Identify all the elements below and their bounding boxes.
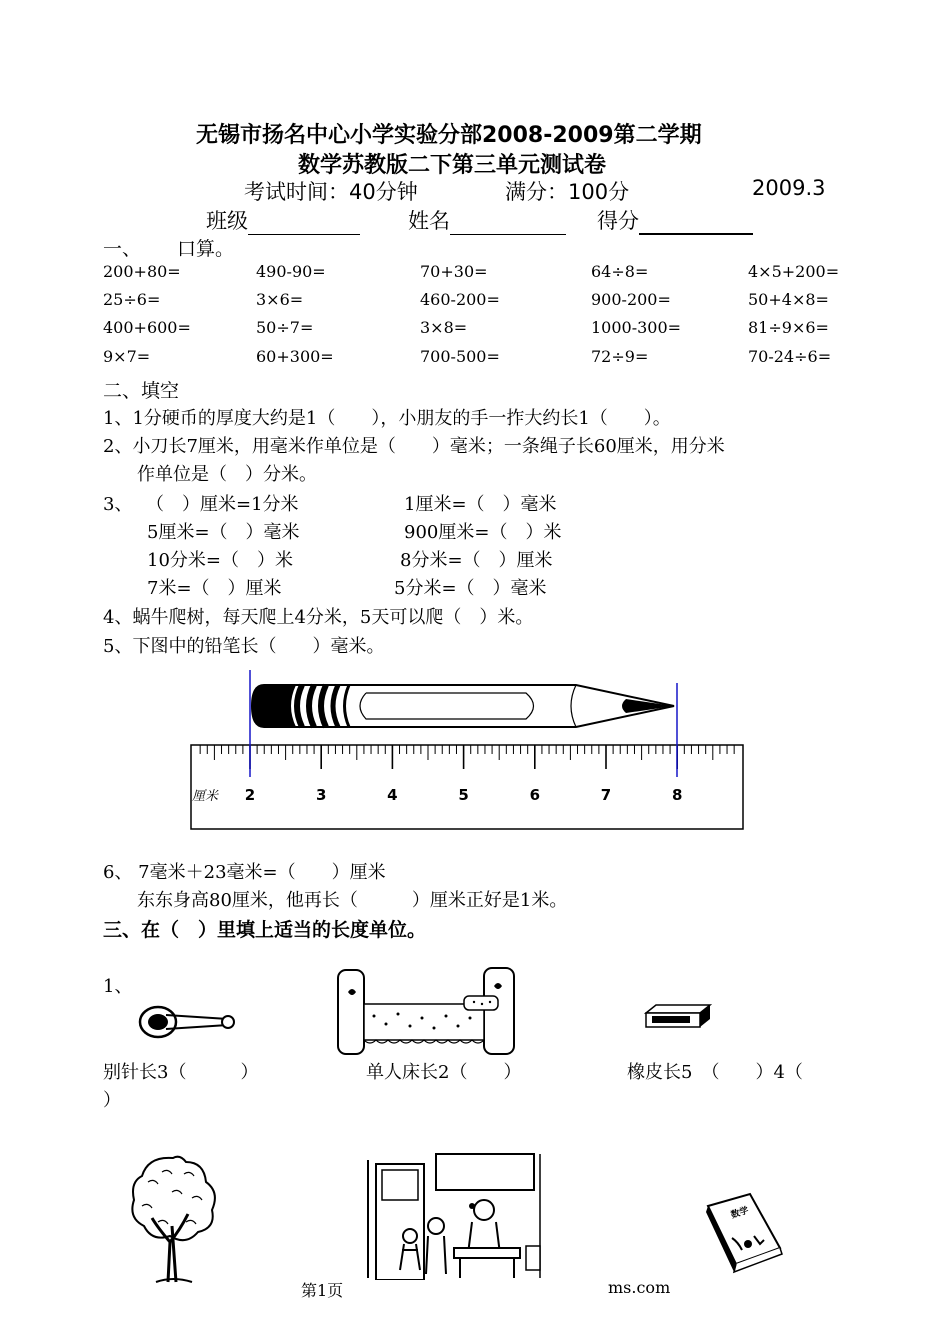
question-2-5: 5、下图中的铅笔长（ ）毫米。 <box>103 636 385 657</box>
question-2-6-cont: 东东身高80厘米，他再长（ ）厘米正好是1米。 <box>137 890 568 911</box>
ruler-number: 2 <box>244 786 256 804</box>
score-label: 得分 <box>597 209 639 233</box>
exam-date: 2009.3 <box>752 176 826 200</box>
conversion-item: 7米=（ ）厘米 <box>147 578 282 599</box>
calc-item: 700-500= <box>420 347 500 366</box>
ruler-number: 7 <box>600 786 612 804</box>
calc-item: 50+4×8= <box>748 290 829 309</box>
title-line-2: 数学苏教版二下第三单元测试卷 <box>298 153 607 178</box>
calc-item: 200+80= <box>103 262 181 281</box>
conversion-item: 8分米=（ ）厘米 <box>400 550 553 571</box>
class-blank[interactable] <box>248 214 360 235</box>
section2-heading: 二、填空 <box>103 380 180 402</box>
classroom-icon <box>348 1150 544 1280</box>
calc-item: 490-90= <box>256 262 326 281</box>
question-2-3-number: 3、 <box>103 494 133 515</box>
ruler-number: 8 <box>671 786 683 804</box>
question-2-2: 2、小刀长7厘米，用毫米作单位是（ ）毫米；一条绳子长60厘米，用分米 <box>103 436 725 457</box>
page-number: 第1页 <box>301 1281 344 1300</box>
ruler-number: 3 <box>315 786 327 804</box>
calc-item: 3×8= <box>420 318 468 337</box>
tree-icon <box>128 1152 218 1284</box>
calc-item: 70-24÷6= <box>748 347 832 366</box>
ruler-number: 4 <box>387 786 398 804</box>
pin-question: 别针长3（ ） <box>103 1062 259 1083</box>
calc-item: 25÷6= <box>103 290 161 309</box>
calc-item: 400+600= <box>103 318 191 337</box>
name-field <box>408 205 566 235</box>
calc-item: 9×7= <box>103 347 151 366</box>
calc-item: 900-200= <box>591 290 671 309</box>
footer-source: ms.com <box>608 1278 671 1297</box>
question-2-1: 1、1分硬币的厚度大约是1（ ），小朋友的手一拃大约长1（ ）。 <box>103 408 671 429</box>
pencil-ruler-figure <box>186 665 748 835</box>
class-label: 班级 <box>206 209 248 233</box>
calc-item: 60+300= <box>256 347 334 366</box>
eraser-question: 橡皮长5 （ ）4（ <box>627 1062 803 1083</box>
math-book-icon <box>702 1192 784 1274</box>
score-blank[interactable] <box>639 213 753 235</box>
name-blank[interactable] <box>450 214 566 235</box>
title-line-1: 无锡市扬名中心小学实验分部2008-2009第二学期 <box>196 123 702 148</box>
question-2-4: 4、蜗牛爬树，每天爬上4分米，5天可以爬（ ）米。 <box>103 607 534 628</box>
calc-item: 70+30= <box>420 262 488 281</box>
calc-item: 81÷9×6= <box>748 318 829 337</box>
conversion-item: （ ）厘米=1分米 <box>146 494 299 515</box>
calc-item: 50÷7= <box>256 318 314 337</box>
conversion-item: 5厘米=（ ）毫米 <box>147 522 300 543</box>
conversion-item: 900厘米=（ ）米 <box>404 522 562 543</box>
section3-question-number: 1、 <box>103 976 133 997</box>
conversion-item: 5分米=（ ）毫米 <box>394 578 547 599</box>
conversion-item: 10分米=（ ）米 <box>147 550 293 571</box>
exam-time: 考试时间：40分钟 <box>244 180 418 204</box>
question-2-6: 6、 7毫米＋23毫米=（ ）厘米 <box>103 862 386 883</box>
calc-item: 72÷9= <box>591 347 649 366</box>
calc-item: 1000-300= <box>591 318 682 337</box>
calc-item: 460-200= <box>420 290 500 309</box>
section1-number: 一、 <box>103 238 142 260</box>
pencil-icon <box>252 685 674 727</box>
section1-title: 口算。 <box>177 238 235 260</box>
book-title: 数学 <box>729 1205 751 1221</box>
safety-pin-icon <box>136 1001 238 1043</box>
calc-item: 64÷8= <box>591 262 649 281</box>
bed-question: 单人床长2（ ） <box>366 1062 522 1083</box>
eraser-question-cont: ） <box>103 1090 121 1111</box>
bed-icon <box>334 966 524 1056</box>
calc-item: 3×6= <box>256 290 304 309</box>
ruler-number: 5 <box>458 786 469 804</box>
question-2-2-cont: 作单位是（ ）分米。 <box>137 464 317 485</box>
ruler-unit-label: 厘米 <box>192 789 219 804</box>
full-score: 满分：100分 <box>505 180 630 204</box>
calc-item: 4×5+200= <box>748 262 840 281</box>
score-field <box>597 205 753 235</box>
section3-heading: 三、在（ ）里填上适当的长度单位。 <box>103 919 427 941</box>
name-label: 姓名 <box>408 209 450 233</box>
conversion-item: 1厘米=（ ）毫米 <box>404 494 557 515</box>
eraser-icon <box>644 1003 712 1029</box>
section1-heading <box>103 234 234 261</box>
class-field <box>206 205 360 235</box>
ruler-number: 6 <box>529 786 541 804</box>
